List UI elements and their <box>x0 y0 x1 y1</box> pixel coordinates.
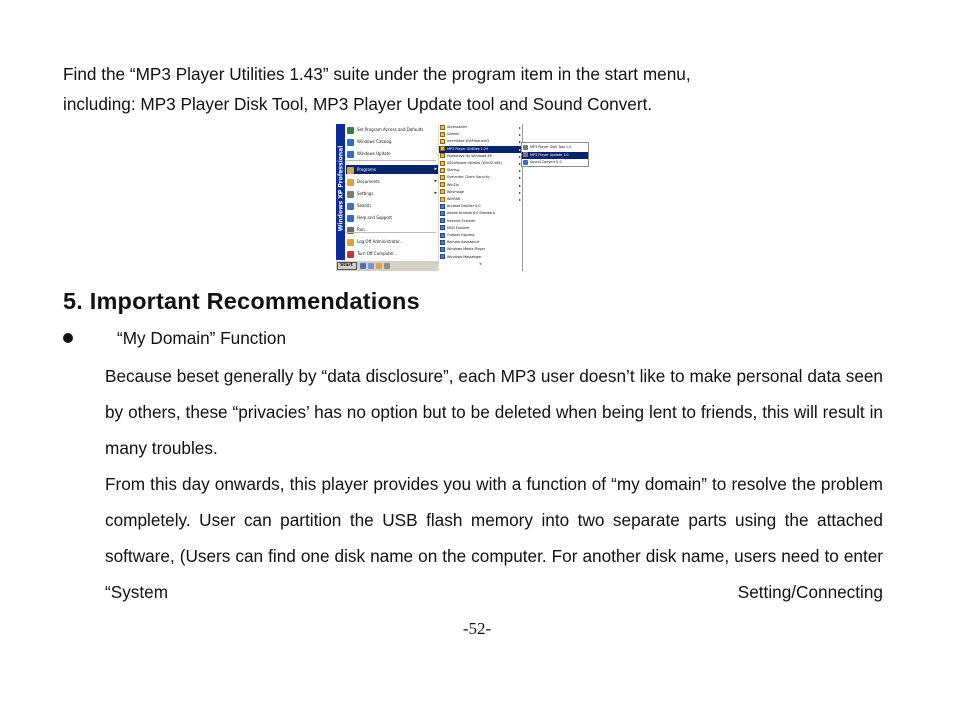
programs-item[interactable] <box>439 203 522 210</box>
bullet-icon <box>63 333 73 343</box>
programs-item[interactable] <box>439 225 522 232</box>
start-button[interactable] <box>337 262 357 270</box>
catalog-icon <box>347 139 354 146</box>
start-menu-left-panel <box>336 124 439 260</box>
start-menu-item-label: Help and Support <box>357 215 392 220</box>
section-heading: 5. Important Recommendations <box>63 288 420 314</box>
mp3-utility-label: Sound Convert 2.0 <box>530 160 562 164</box>
folder-icon <box>440 175 445 180</box>
logoff-icon <box>347 239 354 246</box>
utility-icon <box>523 152 528 157</box>
mp3-utility-item[interactable] <box>522 144 588 151</box>
program-icon <box>440 254 445 259</box>
programs-item[interactable] <box>439 174 522 181</box>
banner-text: Windows XP Professional <box>337 145 345 232</box>
programs-item-label: Windows Media Player <box>447 247 486 252</box>
programs-item-label: WinZip <box>447 182 459 187</box>
submenu-arrow-icon: ▸ <box>518 146 521 152</box>
programs-item-label: Games <box>447 132 459 137</box>
mp3-utility-label: MP3 Player Disk Tool 1.0 <box>530 145 572 149</box>
programs-item-label: WinRAR <box>447 197 461 201</box>
programs-item-label: Remote Assistance <box>447 240 480 245</box>
submenu-arrow-icon: ▸ <box>518 168 521 174</box>
settings-icon <box>347 191 354 198</box>
start-menu-item[interactable] <box>346 165 438 174</box>
start-menu-item[interactable] <box>346 177 438 186</box>
programs-item-label: Startup <box>447 168 460 173</box>
programs-item[interactable] <box>439 218 522 225</box>
program-icon <box>440 204 445 209</box>
start-menu-item-label: Search <box>357 203 371 208</box>
programs-item-label: InterVideo WinProducer3 <box>447 139 490 144</box>
help-icon <box>347 215 354 222</box>
submenu-arrow-icon: ▸ <box>518 139 521 145</box>
search-icon <box>347 203 354 210</box>
submenu-arrow-icon: ▸ <box>518 125 521 130</box>
submenu-arrow-icon: ▸ <box>518 189 521 195</box>
folder-icon <box>440 197 445 202</box>
programs-item-label: MP3 Player Utilities 1.29 <box>447 146 489 151</box>
mp3-utility-item[interactable] <box>522 152 588 159</box>
start-menu-item-label: Turn Off Computer... <box>357 251 398 256</box>
intro-line-2: including: MP3 Player Disk Tool, MP3 Player Update tool and Sound Convert. <box>63 94 653 114</box>
submenu-arrow-icon: ▸ <box>518 132 521 138</box>
programs-item[interactable] <box>439 138 522 145</box>
submenu-arrow-icon: ▸ <box>518 153 521 159</box>
programs-item[interactable] <box>439 182 522 189</box>
programs-item-label: SSSoftware Utilities (Win32 x86) <box>447 161 502 165</box>
quicklaunch-ie-icon[interactable] <box>360 263 366 269</box>
folder-icon <box>440 132 445 137</box>
start-menu-screenshot <box>336 124 590 271</box>
start-label: Start <box>340 263 353 268</box>
programs-item[interactable] <box>439 239 522 246</box>
programs-icon <box>347 167 354 174</box>
programs-item[interactable] <box>439 146 522 153</box>
mp3-utility-item[interactable] <box>522 159 588 166</box>
submenu-arrow-icon: ▸ <box>434 190 437 196</box>
start-menu-item-label: Run... <box>357 227 369 232</box>
programs-item-label: Acrobat Distiller 6.0 <box>447 204 481 209</box>
start-menu-item[interactable] <box>346 201 438 210</box>
program-icon <box>440 225 445 230</box>
start-menu-item-label: Documents <box>357 179 380 184</box>
program-access-icon <box>347 127 354 134</box>
start-menu-item[interactable] <box>346 137 438 146</box>
programs-item[interactable] <box>439 160 522 167</box>
folder-icon <box>440 125 445 130</box>
submenu-arrow-icon: ▸ <box>434 166 437 172</box>
programs-item-label: Symantec Client Security <box>447 175 490 180</box>
quicklaunch-folder-icon[interactable] <box>376 263 382 269</box>
update-icon <box>347 151 354 158</box>
programs-item[interactable] <box>439 189 522 196</box>
programs-item-label: Accessories <box>447 125 467 129</box>
start-menu-item[interactable] <box>346 149 438 158</box>
taskbar <box>336 260 438 271</box>
programs-item[interactable] <box>439 167 522 174</box>
start-menu-item-label: Log Off Administrator... <box>357 239 404 244</box>
program-icon <box>440 211 445 216</box>
menu-divider <box>346 160 436 161</box>
start-menu-item[interactable] <box>346 213 438 222</box>
quicklaunch-desktop-icon[interactable] <box>368 263 374 269</box>
submenu-arrow-icon: ▸ <box>434 178 437 184</box>
folder-icon <box>440 139 445 144</box>
start-menu-item-label: Settings <box>357 191 374 196</box>
program-icon <box>440 240 445 245</box>
start-menu-item[interactable] <box>346 189 438 198</box>
programs-item[interactable] <box>439 196 522 203</box>
paragraph-1: Because beset generally by “data disclosure”, each MP3 user doesn’t like to make personal data seen by others, these “privacies’ has no option but to be deleted when being lent to friends, this will result in many troubles. <box>105 366 883 458</box>
utility-icon <box>523 145 528 150</box>
submenu-arrow-icon: ▸ <box>518 161 521 166</box>
page-number: -52- <box>462 619 492 638</box>
start-menu-item-label: Windows Update <box>357 151 391 156</box>
programs-item-label: Adobe Acrobat 6.0 Standard <box>447 211 495 216</box>
more-programs-chevron[interactable]: ¥ <box>479 261 482 266</box>
programs-item-label: Powertoys for Windows XP <box>447 153 492 158</box>
start-menu-item[interactable] <box>346 125 438 134</box>
programs-item-label: WinImage <box>447 189 464 194</box>
windows-xp-banner <box>336 124 345 260</box>
bullet-title: “My Domain” Function <box>117 328 287 348</box>
submenu-arrow-icon: ▸ <box>518 197 521 202</box>
programs-item-label: Internet Explorer <box>447 218 476 223</box>
power-icon <box>347 251 354 258</box>
intro-text <box>63 59 893 119</box>
start-menu-item[interactable] <box>346 249 438 258</box>
utility-icon <box>523 160 528 165</box>
programs-item[interactable] <box>439 210 522 217</box>
folder-icon <box>440 146 445 151</box>
submenu-arrow-icon: ▸ <box>518 182 521 188</box>
section-body <box>105 358 883 610</box>
folder-icon <box>440 168 445 173</box>
start-menu-item-label: Programs <box>357 167 376 172</box>
folder-icon <box>440 153 445 158</box>
program-icon <box>440 247 445 252</box>
start-menu-item-label: Windows Catalog <box>357 139 392 144</box>
start-menu-item[interactable] <box>346 237 438 246</box>
intro-line-1: Find the “MP3 Player Utilities 1.43” suite under the program item in the start menu, <box>63 64 691 84</box>
programs-item[interactable] <box>439 153 522 160</box>
paragraph-2: From this day onwards, this player provides you with a function of “my domain” to resolve the problem completely. User can partition the USB flash memory into two separate parts using the attached software, (Users can find one disk name on the computer. For another disk name, users need to enter “System Setting/Connecting <box>105 474 883 602</box>
programs-item[interactable] <box>439 124 522 131</box>
program-icon <box>440 233 445 238</box>
folder-icon <box>440 182 445 187</box>
start-menu-item-label: Set Program Access and Defaults <box>357 127 424 132</box>
folder-icon <box>440 189 445 194</box>
mp3-utilities-submenu <box>518 142 589 167</box>
programs-item[interactable] <box>439 254 522 261</box>
programs-item-label: MSN Explorer <box>447 225 470 230</box>
programs-item[interactable] <box>439 131 522 138</box>
programs-item[interactable] <box>439 232 522 239</box>
submenu-arrow-icon: ▸ <box>518 175 521 181</box>
documents-icon <box>347 179 354 186</box>
programs-item-label: Windows Messenger <box>447 254 482 259</box>
mp3-utility-label: MP3 Player Update 1.0 <box>530 152 569 157</box>
program-icon <box>440 218 445 223</box>
quicklaunch-app-icon[interactable] <box>384 263 390 269</box>
menu-divider <box>346 232 436 233</box>
folder-icon <box>440 161 445 166</box>
programs-submenu <box>438 124 523 271</box>
programs-item-label: Outlook Express <box>447 233 475 237</box>
programs-item[interactable] <box>439 246 522 253</box>
